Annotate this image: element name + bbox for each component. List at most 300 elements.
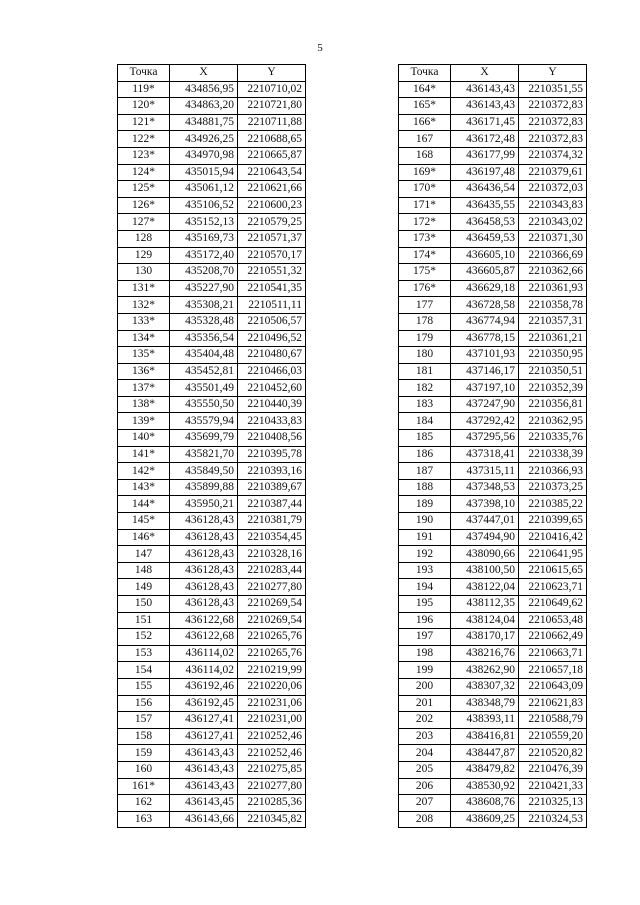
- cell-y: 2210511,11: [238, 297, 306, 314]
- cell-x: 438447,87: [451, 745, 519, 762]
- cell-y: 2210325,13: [519, 795, 587, 812]
- table-row: [399, 430, 587, 447]
- cell-x: 436143,43: [170, 778, 238, 795]
- cell-point: 181: [399, 363, 451, 380]
- cell-x: 437295,56: [451, 430, 519, 447]
- cell-x: 436197,48: [451, 164, 519, 181]
- cell-point: 173*: [399, 230, 451, 247]
- cell-point: 119*: [118, 81, 170, 98]
- cell-point: 207: [399, 795, 451, 812]
- cell-x: 436459,53: [451, 230, 519, 247]
- cell-point: 142*: [118, 463, 170, 480]
- cell-point: 155: [118, 678, 170, 695]
- cell-y: 2210433,83: [238, 413, 306, 430]
- table-row: [118, 280, 306, 297]
- cell-point: 140*: [118, 430, 170, 447]
- cell-y: 2210385,22: [519, 496, 587, 513]
- table-row: [118, 413, 306, 430]
- cell-point: 204: [399, 745, 451, 762]
- cell-y: 2210269,54: [238, 612, 306, 629]
- table-row: [399, 529, 587, 546]
- cell-y: 2210361,21: [519, 330, 587, 347]
- cell-point: 195: [399, 596, 451, 613]
- cell-y: 2210480,67: [238, 347, 306, 364]
- cell-x: 434926,25: [170, 131, 238, 148]
- cell-point: 146*: [118, 529, 170, 546]
- table-row: [399, 131, 587, 148]
- cell-y: 2210559,20: [519, 728, 587, 745]
- cell-x: 436605,10: [451, 247, 519, 264]
- cell-y: 2210345,82: [238, 811, 306, 828]
- table-row: [399, 496, 587, 513]
- cell-point: 199: [399, 662, 451, 679]
- cell-x: 436128,43: [170, 579, 238, 596]
- cell-x: 437197,10: [451, 380, 519, 397]
- cell-x: 436192,45: [170, 695, 238, 712]
- cell-y: 2210357,31: [519, 313, 587, 330]
- cell-y: 2210350,95: [519, 347, 587, 364]
- cell-point: 122*: [118, 131, 170, 148]
- cell-point: 160: [118, 761, 170, 778]
- cell-x: 436436,54: [451, 181, 519, 198]
- cell-y: 2210579,25: [238, 214, 306, 231]
- cell-x: 437146,17: [451, 363, 519, 380]
- cell-x: 435550,50: [170, 396, 238, 413]
- cell-point: 182: [399, 380, 451, 397]
- table-row: [118, 513, 306, 530]
- cell-point: 156: [118, 695, 170, 712]
- coordinates-table-left: [117, 64, 306, 828]
- cell-y: 2210615,65: [519, 562, 587, 579]
- cell-y: 2210372,83: [519, 114, 587, 131]
- cell-x: 438170,17: [451, 629, 519, 646]
- cell-y: 2210372,83: [519, 98, 587, 115]
- table-row: [118, 678, 306, 695]
- coordinates-table-right: [398, 64, 587, 828]
- table-row: [118, 297, 306, 314]
- cell-point: 148: [118, 562, 170, 579]
- cell-y: 2210220,06: [238, 678, 306, 695]
- table-row: [399, 712, 587, 729]
- cell-x: 435579,94: [170, 413, 238, 430]
- cell-y: 2210354,45: [238, 529, 306, 546]
- table-row: [118, 761, 306, 778]
- cell-y: 2210588,79: [519, 712, 587, 729]
- cell-point: 177: [399, 297, 451, 314]
- cell-x: 436629,18: [451, 280, 519, 297]
- cell-y: 2210328,16: [238, 546, 306, 563]
- cell-point: 127*: [118, 214, 170, 231]
- cell-x: 435169,73: [170, 230, 238, 247]
- cell-x: 435308,21: [170, 297, 238, 314]
- cell-x: 438262,90: [451, 662, 519, 679]
- cell-y: 2210393,16: [238, 463, 306, 480]
- cell-point: 168: [399, 147, 451, 164]
- table-row: [118, 463, 306, 480]
- cell-point: 141*: [118, 446, 170, 463]
- cell-x: 436114,02: [170, 662, 238, 679]
- cell-y: 2210351,55: [519, 81, 587, 98]
- cell-point: 196: [399, 612, 451, 629]
- cell-y: 2210452,60: [238, 380, 306, 397]
- cell-point: 164*: [399, 81, 451, 98]
- cell-x: 435208,70: [170, 264, 238, 281]
- header-y: Y: [519, 65, 587, 82]
- cell-x: 435172,40: [170, 247, 238, 264]
- cell-y: 2210721,80: [238, 98, 306, 115]
- cell-y: 2210372,83: [519, 131, 587, 148]
- cell-y: 2210665,87: [238, 147, 306, 164]
- cell-x: 438100,50: [451, 562, 519, 579]
- cell-point: 144*: [118, 496, 170, 513]
- table-row: [118, 712, 306, 729]
- cell-point: 132*: [118, 297, 170, 314]
- cell-point: 163: [118, 811, 170, 828]
- cell-y: 2210338,39: [519, 446, 587, 463]
- cell-point: 171*: [399, 197, 451, 214]
- table-row: [399, 562, 587, 579]
- table-row: [399, 380, 587, 397]
- cell-x: 436143,43: [170, 745, 238, 762]
- cell-y: 2210621,66: [238, 181, 306, 198]
- cell-y: 2210231,00: [238, 712, 306, 729]
- cell-point: 180: [399, 347, 451, 364]
- cell-x: 438090,66: [451, 546, 519, 563]
- table-row: [399, 280, 587, 297]
- table-row: [118, 430, 306, 447]
- cell-point: 205: [399, 761, 451, 778]
- cell-point: 203: [399, 728, 451, 745]
- header-point: Точка: [118, 65, 170, 82]
- cell-x: 436143,43: [451, 81, 519, 98]
- cell-x: 436128,43: [170, 596, 238, 613]
- cell-y: 2210395,78: [238, 446, 306, 463]
- cell-point: 178: [399, 313, 451, 330]
- cell-point: 161*: [118, 778, 170, 795]
- cell-y: 2210362,66: [519, 264, 587, 281]
- cell-x: 436605,87: [451, 264, 519, 281]
- table-row: [399, 114, 587, 131]
- cell-y: 2210252,46: [238, 745, 306, 762]
- cell-y: 2210496,52: [238, 330, 306, 347]
- cell-point: 187: [399, 463, 451, 480]
- table-row: [118, 347, 306, 364]
- cell-x: 438124,04: [451, 612, 519, 629]
- table-row: [399, 347, 587, 364]
- table-row: [118, 695, 306, 712]
- table-row: [399, 363, 587, 380]
- table-row: [118, 131, 306, 148]
- cell-point: 174*: [399, 247, 451, 264]
- cell-x: 438348,79: [451, 695, 519, 712]
- cell-point: 129: [118, 247, 170, 264]
- cell-point: 136*: [118, 363, 170, 380]
- cell-y: 2210600,23: [238, 197, 306, 214]
- cell-x: 436114,02: [170, 645, 238, 662]
- cell-point: 179: [399, 330, 451, 347]
- cell-point: 200: [399, 678, 451, 695]
- cell-y: 2210324,53: [519, 811, 587, 828]
- cell-point: 150: [118, 596, 170, 613]
- table-row: [118, 181, 306, 198]
- cell-y: 2210421,33: [519, 778, 587, 795]
- cell-y: 2210343,02: [519, 214, 587, 231]
- cell-point: 185: [399, 430, 451, 447]
- cell-y: 2210277,80: [238, 579, 306, 596]
- cell-y: 2210571,37: [238, 230, 306, 247]
- cell-y: 2210541,35: [238, 280, 306, 297]
- cell-point: 133*: [118, 313, 170, 330]
- cell-y: 2210570,17: [238, 247, 306, 264]
- cell-x: 437447,01: [451, 513, 519, 530]
- table-row: [118, 579, 306, 596]
- cell-x: 438112,35: [451, 596, 519, 613]
- table-row: [399, 197, 587, 214]
- table-row: [399, 81, 587, 98]
- table-row: [399, 579, 587, 596]
- cell-x: 436177,99: [451, 147, 519, 164]
- cell-point: 139*: [118, 413, 170, 430]
- table-row: [118, 645, 306, 662]
- cell-point: 167: [399, 131, 451, 148]
- cell-x: 438530,92: [451, 778, 519, 795]
- cell-point: 126*: [118, 197, 170, 214]
- cell-x: 436122,68: [170, 612, 238, 629]
- cell-point: 166*: [399, 114, 451, 131]
- table-row: [399, 662, 587, 679]
- cell-y: 2210372,03: [519, 181, 587, 198]
- table-row: [118, 81, 306, 98]
- table-row: [399, 596, 587, 613]
- cell-x: 435452,81: [170, 363, 238, 380]
- cell-x: 435821,70: [170, 446, 238, 463]
- cell-x: 435227,90: [170, 280, 238, 297]
- cell-x: 434970,98: [170, 147, 238, 164]
- cell-point: 157: [118, 712, 170, 729]
- cell-point: 137*: [118, 380, 170, 397]
- cell-x: 436143,66: [170, 811, 238, 828]
- cell-x: 436192,46: [170, 678, 238, 695]
- cell-point: 153: [118, 645, 170, 662]
- cell-y: 2210663,71: [519, 645, 587, 662]
- cell-y: 2210688,65: [238, 131, 306, 148]
- cell-x: 436435,55: [451, 197, 519, 214]
- cell-point: 189: [399, 496, 451, 513]
- cell-x: 435950,21: [170, 496, 238, 513]
- cell-x: 437398,10: [451, 496, 519, 513]
- cell-x: 435501,49: [170, 380, 238, 397]
- cell-y: 2210399,65: [519, 513, 587, 530]
- cell-y: 2210641,95: [519, 546, 587, 563]
- table-row: [399, 778, 587, 795]
- cell-y: 2210551,32: [238, 264, 306, 281]
- cell-point: 208: [399, 811, 451, 828]
- cell-point: 149: [118, 579, 170, 596]
- cell-y: 2210373,25: [519, 479, 587, 496]
- cell-x: 434881,75: [170, 114, 238, 131]
- cell-y: 2210285,36: [238, 795, 306, 812]
- cell-point: 188: [399, 479, 451, 496]
- cell-y: 2210643,09: [519, 678, 587, 695]
- cell-y: 2210476,39: [519, 761, 587, 778]
- cell-y: 2210466,03: [238, 363, 306, 380]
- cell-x: 436128,43: [170, 513, 238, 530]
- table-row: [118, 147, 306, 164]
- table-row: [399, 513, 587, 530]
- cell-point: 201: [399, 695, 451, 712]
- cell-y: 2210416,42: [519, 529, 587, 546]
- cell-point: 158: [118, 728, 170, 745]
- cell-y: 2210379,61: [519, 164, 587, 181]
- cell-x: 437247,90: [451, 396, 519, 413]
- cell-y: 2210662,49: [519, 629, 587, 646]
- cell-y: 2210408,56: [238, 430, 306, 447]
- table-row: [399, 479, 587, 496]
- table-row: [118, 795, 306, 812]
- cell-point: 165*: [399, 98, 451, 115]
- cell-x: 438393,11: [451, 712, 519, 729]
- cell-y: 2210352,39: [519, 380, 587, 397]
- cell-x: 435849,50: [170, 463, 238, 480]
- cell-y: 2210520,82: [519, 745, 587, 762]
- cell-point: 159: [118, 745, 170, 762]
- table-row: [118, 114, 306, 131]
- cell-point: 184: [399, 413, 451, 430]
- cell-x: 435899,88: [170, 479, 238, 496]
- table-row: [399, 147, 587, 164]
- table-row: [118, 214, 306, 231]
- cell-x: 436728,58: [451, 297, 519, 314]
- cell-x: 436127,41: [170, 728, 238, 745]
- cell-point: 169*: [399, 164, 451, 181]
- cell-x: 435015,94: [170, 164, 238, 181]
- cell-point: 138*: [118, 396, 170, 413]
- table-row: [399, 446, 587, 463]
- table-row: [118, 778, 306, 795]
- cell-point: 120*: [118, 98, 170, 115]
- cell-x: 436128,43: [170, 529, 238, 546]
- cell-x: 438416,81: [451, 728, 519, 745]
- cell-y: 2210711,88: [238, 114, 306, 131]
- cell-y: 2210381,79: [238, 513, 306, 530]
- header-x: X: [451, 65, 519, 82]
- table-row: [118, 446, 306, 463]
- cell-y: 2210335,76: [519, 430, 587, 447]
- table-row: [399, 297, 587, 314]
- cell-x: 436172,48: [451, 131, 519, 148]
- cell-x: 437315,11: [451, 463, 519, 480]
- cell-point: 197: [399, 629, 451, 646]
- table-row: [118, 529, 306, 546]
- cell-y: 2210366,93: [519, 463, 587, 480]
- cell-point: 134*: [118, 330, 170, 347]
- cell-y: 2210356,81: [519, 396, 587, 413]
- table-header-row: [399, 65, 587, 82]
- table-row: [399, 264, 587, 281]
- cell-x: 438122,04: [451, 579, 519, 596]
- cell-y: 2210623,71: [519, 579, 587, 596]
- table-row: [399, 745, 587, 762]
- table-row: [118, 230, 306, 247]
- table-row: [399, 761, 587, 778]
- cell-point: 176*: [399, 280, 451, 297]
- cell-point: 202: [399, 712, 451, 729]
- cell-x: 437318,41: [451, 446, 519, 463]
- cell-point: 191: [399, 529, 451, 546]
- cell-x: 436143,43: [170, 761, 238, 778]
- cell-y: 2210343,83: [519, 197, 587, 214]
- cell-point: 130: [118, 264, 170, 281]
- table-row: [118, 396, 306, 413]
- cell-point: 151: [118, 612, 170, 629]
- cell-y: 2210387,44: [238, 496, 306, 513]
- cell-y: 2210440,39: [238, 396, 306, 413]
- cell-point: 124*: [118, 164, 170, 181]
- cell-x: 435356,54: [170, 330, 238, 347]
- table-row: [399, 612, 587, 629]
- cell-point: 154: [118, 662, 170, 679]
- cell-point: 128: [118, 230, 170, 247]
- cell-y: 2210265,76: [238, 645, 306, 662]
- table-row: [118, 546, 306, 563]
- cell-point: 162: [118, 795, 170, 812]
- table-row: [399, 181, 587, 198]
- cell-x: 438216,76: [451, 645, 519, 662]
- table-row: [399, 247, 587, 264]
- cell-y: 2210277,80: [238, 778, 306, 795]
- cell-point: 190: [399, 513, 451, 530]
- table-row: [399, 98, 587, 115]
- cell-y: 2210389,67: [238, 479, 306, 496]
- cell-y: 2210219,99: [238, 662, 306, 679]
- cell-point: 170*: [399, 181, 451, 198]
- cell-y: 2210231,06: [238, 695, 306, 712]
- cell-x: 435699,79: [170, 430, 238, 447]
- cell-y: 2210374,32: [519, 147, 587, 164]
- cell-x: 437494,90: [451, 529, 519, 546]
- table-row: [399, 396, 587, 413]
- table-row: [118, 313, 306, 330]
- cell-x: 434856,95: [170, 81, 238, 98]
- cell-x: 436778,15: [451, 330, 519, 347]
- table-row: [118, 811, 306, 828]
- table-row: [118, 629, 306, 646]
- cell-y: 2210506,57: [238, 313, 306, 330]
- cell-point: 172*: [399, 214, 451, 231]
- table-row: [399, 313, 587, 330]
- cell-y: 2210275,85: [238, 761, 306, 778]
- cell-y: 2210361,93: [519, 280, 587, 297]
- cell-point: 183: [399, 396, 451, 413]
- cell-x: 435328,48: [170, 313, 238, 330]
- cell-x: 437348,53: [451, 479, 519, 496]
- cell-point: 121*: [118, 114, 170, 131]
- cell-x: 436458,53: [451, 214, 519, 231]
- table-row: [118, 596, 306, 613]
- header-y: Y: [238, 65, 306, 82]
- cell-y: 2210371,30: [519, 230, 587, 247]
- cell-x: 438307,32: [451, 678, 519, 695]
- cell-y: 2210710,02: [238, 81, 306, 98]
- cell-x: 436143,45: [170, 795, 238, 812]
- cell-point: 145*: [118, 513, 170, 530]
- cell-y: 2210350,51: [519, 363, 587, 380]
- table-row: [118, 662, 306, 679]
- cell-x: 438608,76: [451, 795, 519, 812]
- cell-y: 2210621,83: [519, 695, 587, 712]
- table-row: [118, 330, 306, 347]
- table-row: [399, 230, 587, 247]
